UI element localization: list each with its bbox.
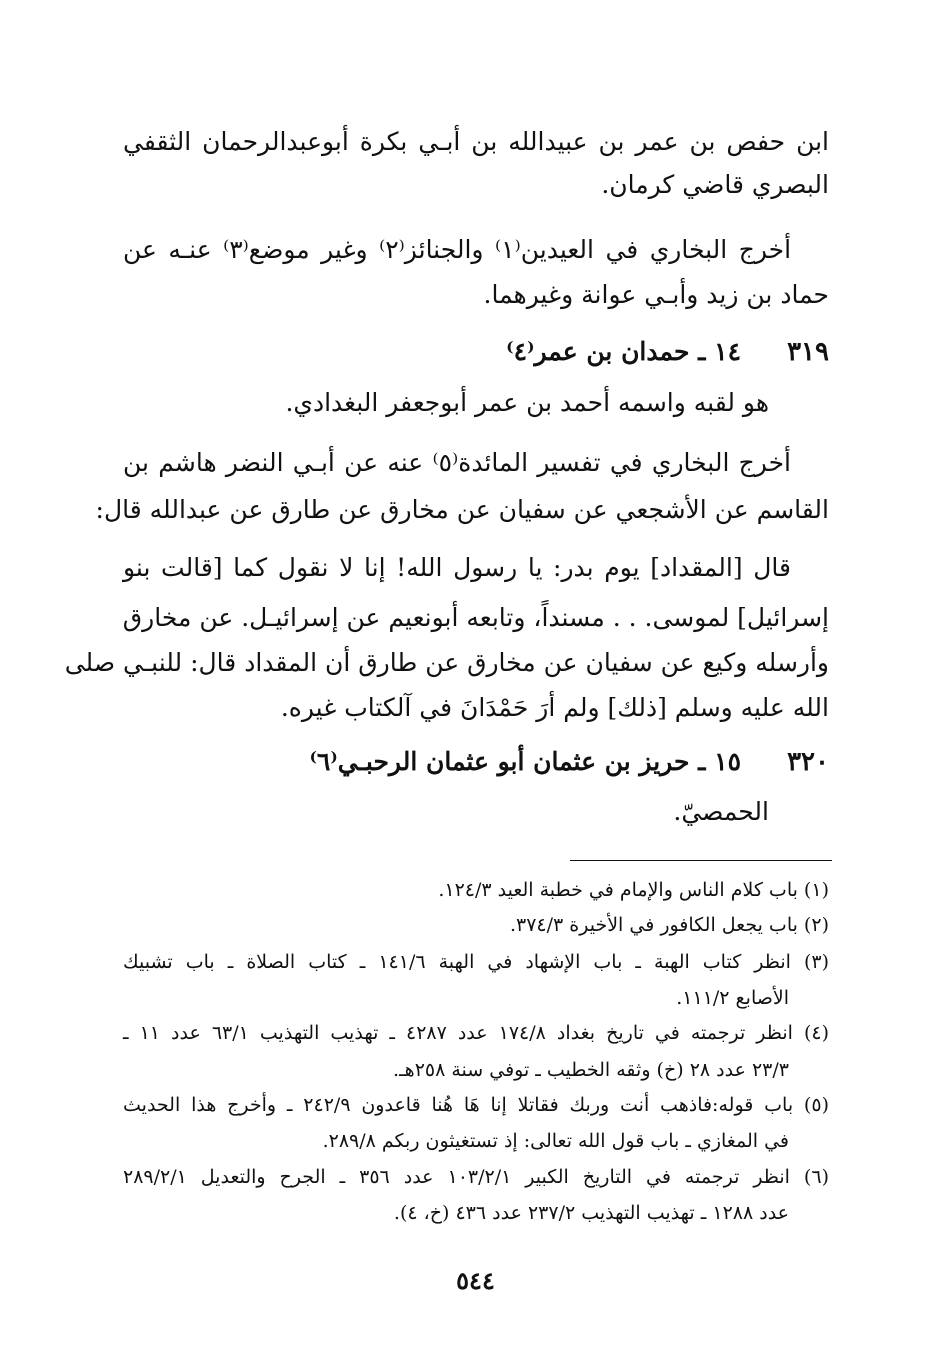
body-line: البصري قاضي كرمان. [601, 170, 829, 199]
body-line: قال [المقداد] يوم بدر: يا رسول الله! إنا لا نقول كما [قالت بنو [123, 553, 791, 582]
footnote-6-cont: عدد ١٢٨٨ ـ تهذيب التهذيب ٢٣٧/٢ عدد ٤٣٦ (خ، ٤). [393, 1202, 789, 1224]
entry-number: ٣٢٠ [787, 747, 829, 777]
body-line: هو لقبه واسمه أحمد بن عمر أبوجعفر البغدادي. [285, 388, 769, 417]
footnote-5: (٥) باب قوله:فاذهب أنت وربك فقاتلا إنا هَا هُنا قاعدون ٢٤٢/٩ ـ وأخرج هذا الحديث [123, 1094, 829, 1116]
body-line: وأرسله وكيع عن سفيان عن مخارق عن طارق أن المقداد قال: للنبـي صلى [64, 648, 829, 677]
entry-number: ٣١٩ [787, 337, 829, 367]
footnote-5-cont: في المغازي ـ باب قول الله تعالى: إذ تستغيثون ربكم ٢٨٩/٨. [322, 1130, 789, 1152]
footnote-separator [570, 860, 832, 861]
footnote-4-cont: ٢٣/٣ عدد ٢٨ (خ) وثقه الخطيب ـ توفي سنة ٢٥٨هـ. [393, 1059, 789, 1081]
footnote-3-cont: الأصابع ١١١/٢. [676, 987, 789, 1009]
body-line: حماد بن زيد وأبـي عوانة وغيرهما. [483, 280, 829, 309]
body-line: الحمصيّ. [673, 797, 769, 826]
body-line: ابن حفص بن عمر بن عبيدالله بن أبـي بكرة أبوعبدالرحمان الثقفي [123, 127, 829, 156]
entry-heading: ١٤ ـ حمدان بن عمر⁽٤⁾ [506, 337, 741, 366]
footnote-3: (٣) انظر كتاب الهبة ـ باب الإشهاد في الهبة ١٤١/٦ ـ كتاب الصلاة ـ باب تشبيك [123, 951, 830, 973]
footnote-6: (٦) انظر ترجمته في التاريخ الكبير ١٠٣/٢/١ عدد ٣٥٦ ـ الجرح والتعديل ٢٨٩/٢/١ [123, 1166, 829, 1188]
body-line: الله عليه وسلم [ذلك] ولم أرَ حَمْدَانَ في آلكتاب غيره. [280, 693, 829, 722]
page-number: ٥٤٤ [456, 1266, 495, 1295]
footnote-2: (٢) باب يجعل الكافور في الأخيرة ٣٧٤/٣. [509, 914, 829, 936]
body-line: القاسم عن الأشجعي عن سفيان عن مخارق عن طارق عن عبدالله قال: [95, 495, 829, 524]
entry-heading: ١٥ ـ حريز بن عثمان أبو عثمان الرحبـي⁽٦⁾ [309, 747, 741, 776]
footnote-1: (١) باب كلام الناس والإمام في خطبة العيد ١٢٤/٣. [438, 879, 829, 901]
footnote-4: (٤) انظر ترجمته في تاريخ بغداد ١٧٤/٨ عدد ٤٢٨٧ ـ تهذيب التهذيب ٦٣/١ عدد ١١ ـ [123, 1022, 830, 1044]
body-line: أخرج البخاري في تفسير المائدة⁽٥⁾ عنه عن أبـي النضر هاشم بن [123, 448, 792, 477]
body-line: إسرائيل] لموسى. . . مسنداً، وتابعه أبونعيم عن إسرائيـل. عن مخارق [122, 603, 829, 632]
body-line: أخرج البخاري في العيدين⁽١⁾ والجنائز⁽٢⁾ وغير موضع⁽٣⁾ عنـه عن [123, 235, 792, 264]
